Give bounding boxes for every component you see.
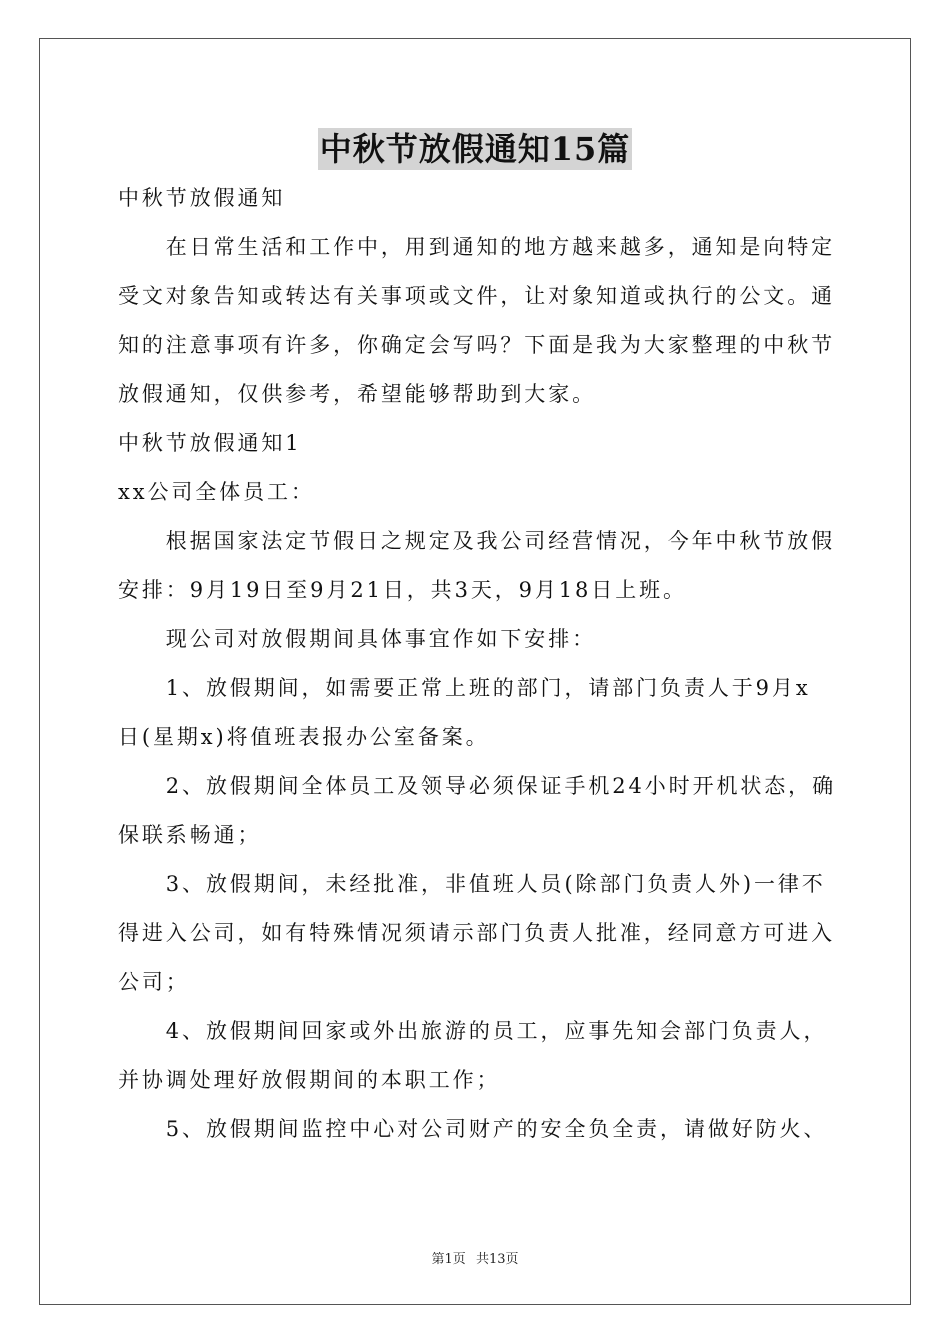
body-line: 得进入公司，如有特殊情况须请示部门负责人批准，经同意方可进入 (118, 921, 835, 945)
body-line: 5、放假期间监控中心对公司财产的安全负全责，请做好防火、 (118, 1117, 828, 1141)
page-total: 共13页 (475, 1252, 519, 1267)
body-line: 知的注意事项有许多，你确定会写吗？下面是我为大家整理的中秋节 (118, 333, 835, 357)
body-line: 2、放假期间全体员工及领导必须保证手机24小时开机状态，确 (118, 774, 836, 798)
document-body (118, 174, 834, 1154)
body-line: 在日常生活和工作中，用到通知的地方越来越多，通知是向特定 (118, 235, 835, 259)
body-line: 3、放假期间，未经批准，非值班人员(除部门负责人外)一律不 (118, 872, 826, 896)
body-line: 中秋节放假通知 (118, 186, 286, 210)
body-line: 安排：9月19日至9月21日，共3天，9月18日上班。 (118, 578, 687, 602)
body-line: 中秋节放假通知1 (118, 431, 302, 455)
body-line: 并协调处理好放假期间的本职工作； (118, 1068, 501, 1092)
body-line: 现公司对放假期间具体事宜作如下安排： (118, 627, 596, 651)
body-line: xx公司全体员工： (118, 480, 315, 504)
body-line: 日(星期x)将值班表报办公室备案。 (118, 725, 490, 749)
body-line: 4、放假期间回家或外出旅游的员工，应事先知会部门负责人， (118, 1019, 828, 1043)
body-line: 保联系畅通； (118, 823, 262, 847)
body-line: 放假通知，仅供参考，希望能够帮助到大家。 (118, 382, 596, 406)
page-number: 第1页 (431, 1252, 466, 1267)
document-title (0, 128, 950, 170)
title-text: 中秋节放假通知15篇 (319, 130, 631, 168)
page-footer (0, 1248, 950, 1267)
body-line: 根据国家法定节假日之规定及我公司经营情况，今年中秋节放假 (118, 529, 835, 553)
body-line: 受文对象告知或转达有关事项或文件，让对象知道或执行的公文。通 (118, 284, 835, 308)
body-line: 公司； (118, 970, 190, 994)
body-line: 1、放假期间，如需要正常上班的部门，请部门负责人于9月x (118, 676, 811, 700)
